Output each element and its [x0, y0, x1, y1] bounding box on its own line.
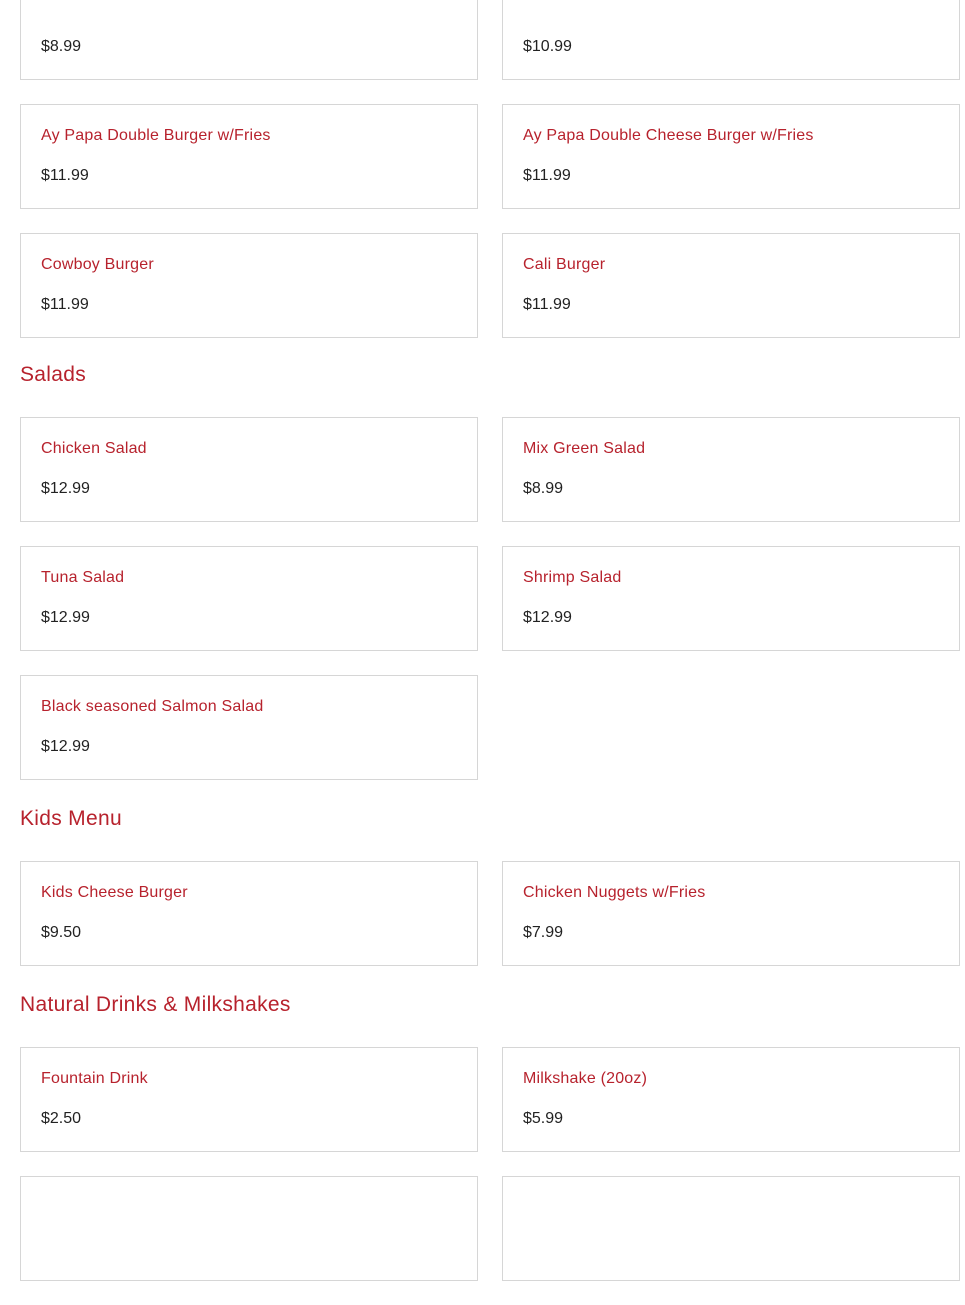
menu-item-card[interactable]: [502, 417, 960, 522]
item-price: $2.50: [41, 1110, 82, 1127]
menu-item-card[interactable]: [502, 1176, 960, 1281]
menu-item-card[interactable]: [20, 417, 478, 522]
item-name: Cowboy Burger: [41, 256, 154, 273]
item-name: Shrimp Salad: [523, 569, 622, 586]
item-name: Tuna Salad: [41, 569, 125, 586]
menu-item-card[interactable]: [20, 0, 478, 80]
item-name: Kids Cheese Burger: [41, 884, 188, 901]
item-name: Cali Burger: [523, 256, 606, 273]
item-name: Ay Papa Double Burger w/Fries: [41, 127, 271, 144]
section-title-drinks: Natural Drinks & Milkshakes: [20, 993, 291, 1016]
menu-item-card[interactable]: [20, 233, 478, 338]
section-title-kids-menu: Kids Menu: [20, 807, 122, 830]
menu-item-card[interactable]: [502, 546, 960, 651]
item-price: $9.50: [41, 924, 82, 941]
menu-item-card[interactable]: [502, 233, 960, 338]
menu-item-card[interactable]: [502, 861, 960, 966]
salads-grid: [20, 417, 960, 804]
item-name: Chicken Salad: [41, 440, 147, 457]
item-name: Ay Papa Double Cheese Burger w/Fries: [523, 127, 814, 144]
menu-item-card[interactable]: [502, 0, 960, 80]
menu-item-card[interactable]: [502, 104, 960, 209]
item-name: Fountain Drink: [41, 1070, 148, 1087]
item-price: $7.99: [523, 924, 564, 941]
item-price: $12.99: [523, 609, 572, 626]
item-name: Chicken Nuggets w/Fries: [523, 884, 706, 901]
item-price: $11.99: [523, 296, 571, 313]
menu-item-card[interactable]: [20, 861, 478, 966]
item-price: $12.99: [41, 480, 90, 497]
menu-item-card[interactable]: [20, 1176, 478, 1281]
menu-item-card[interactable]: [20, 1047, 478, 1152]
menu-item-card[interactable]: [20, 675, 478, 780]
item-price: $12.99: [41, 609, 90, 626]
item-price: $5.99: [523, 1110, 564, 1127]
item-price: $11.99: [41, 167, 89, 184]
drinks-grid: [20, 1047, 960, 1305]
menu-item-card[interactable]: [502, 1047, 960, 1152]
item-name: Black seasoned Salmon Salad: [41, 698, 264, 715]
item-price: $11.99: [41, 296, 89, 313]
item-price: $10.99: [523, 38, 572, 55]
menu-item-card[interactable]: [20, 546, 478, 651]
burgers-grid: [20, 0, 960, 362]
item-name: Mix Green Salad: [523, 440, 646, 457]
item-price: $12.99: [41, 738, 90, 755]
kids-grid: [20, 861, 960, 990]
item-name: Milkshake (20oz): [523, 1070, 648, 1087]
item-price: $11.99: [523, 167, 571, 184]
item-price: $8.99: [523, 480, 564, 497]
section-title-salads: Salads: [20, 363, 87, 386]
menu-item-card[interactable]: [20, 104, 478, 209]
item-price: $8.99: [41, 38, 82, 55]
